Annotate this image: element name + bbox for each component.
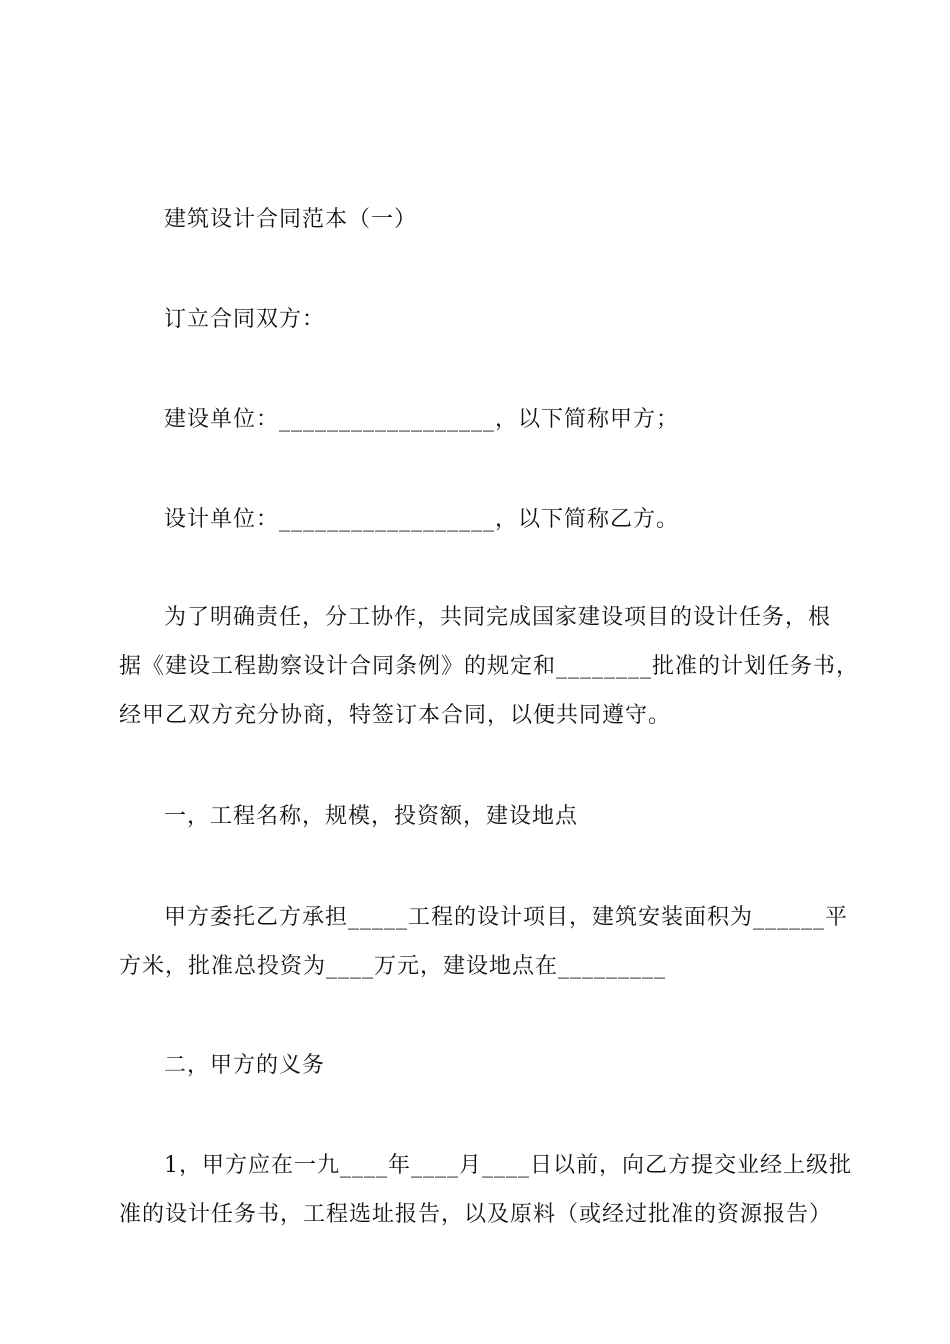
section1-line-2: 方米，批准总投资为____万元，建设地点在_________ [119, 954, 667, 979]
section2-item1-line-2: 准的设计任务书，工程选址报告，以及原料（或经过批准的资源报告） [119, 1202, 833, 1227]
document-title: 建筑设计合同范本（一） [164, 207, 418, 232]
parties-heading: 订立合同双方： [164, 307, 326, 332]
intro-line-2: 据《建设工程勘察设计合同条例》的规定和________批准的计划任务书， [119, 654, 860, 679]
intro-line-3: 经甲乙双方充分协商，特签订本合同，以便共同遵守。 [119, 703, 672, 728]
section1-line-1: 甲方委托乙方承担_____工程的设计项目，建筑安装面积为______平 [164, 905, 849, 930]
section1-heading: 一，工程名称，规模，投资额，建设地点 [164, 804, 579, 829]
section1-paragraph [119, 893, 849, 991]
party-a-line: 建设单位：__________________，以下简称甲方； [164, 407, 680, 432]
intro-line-1: 为了明确责任，分工协作，共同完成国家建设项目的设计任务，根 [164, 605, 832, 630]
party-b-line: 设计单位：__________________，以下简称乙方。 [164, 507, 680, 532]
intro-paragraph [119, 593, 860, 740]
section2-heading: 二，甲方的义务 [164, 1053, 326, 1078]
section2-item1-line-1: 1，甲方应在一九____年____月____日以前，向乙方提交业经上级批 [164, 1153, 852, 1178]
section2-item1-paragraph [119, 1141, 852, 1239]
